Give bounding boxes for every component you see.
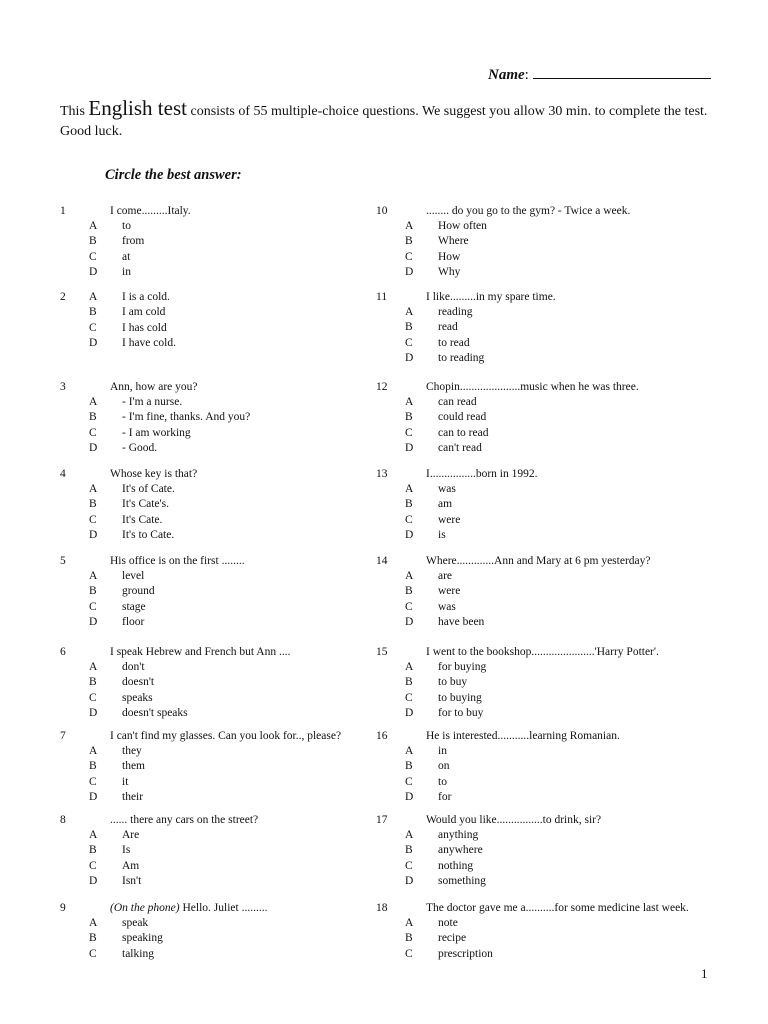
option-b[interactable] [376, 675, 716, 690]
option-text: anywhere [438, 844, 483, 857]
intro-lead: This [60, 104, 85, 119]
question-number: 13 [376, 468, 388, 480]
question-18 [376, 901, 726, 981]
option-a[interactable] [376, 744, 716, 759]
option-letter: A [405, 829, 414, 841]
option-letter: A [89, 661, 98, 673]
option-a[interactable] [376, 828, 716, 843]
option-letter: B [405, 585, 413, 598]
option-letter: A [89, 483, 98, 495]
option-letter: D [89, 265, 98, 278]
option-text: to [438, 775, 447, 788]
option-c[interactable] [376, 775, 716, 790]
option-text: can't read [438, 441, 482, 454]
option-text: from [122, 235, 145, 248]
option-letter: A [405, 570, 414, 582]
question-text [110, 813, 258, 827]
option-letter: A [89, 396, 98, 408]
question-number: 10 [376, 205, 388, 217]
option-text: at [122, 250, 131, 263]
option-text: floor [122, 615, 145, 628]
option-text: talking [122, 947, 154, 960]
option-text: It's Cate. [122, 513, 163, 526]
option-text: - Good. [122, 441, 158, 454]
question-text-body: I can't find my glasses. Can you look for.., please? [110, 730, 342, 742]
option-text: prescription [438, 947, 493, 960]
option-text: are [438, 570, 453, 582]
option-d[interactable] [376, 874, 716, 889]
name-colon: : [524, 67, 529, 83]
option-c[interactable] [376, 600, 716, 615]
option-d[interactable] [60, 336, 400, 351]
option-text: It's Cate's. [122, 498, 169, 511]
option-letter: A [405, 745, 414, 757]
option-text: I is a cold. [122, 291, 170, 303]
option-letter: B [405, 844, 413, 857]
option-b[interactable] [60, 497, 400, 512]
name-input-line[interactable] [533, 64, 711, 79]
option-c[interactable] [60, 426, 400, 441]
question-text-body: Hello. Juliet ......... [179, 902, 268, 914]
question-8 [60, 813, 410, 893]
option-letter: D [405, 441, 414, 454]
question-9 [60, 901, 410, 981]
option-letter: C [89, 321, 97, 334]
question-16 [376, 729, 726, 809]
option-letter: D [89, 336, 98, 349]
option-c[interactable] [376, 513, 716, 528]
option-b[interactable] [60, 584, 400, 599]
option-letter: A [405, 483, 414, 495]
option-text: Isn't [122, 874, 142, 887]
option-letter: C [405, 426, 413, 439]
option-d[interactable] [376, 790, 716, 805]
option-a[interactable] [60, 660, 400, 675]
option-letter: C [405, 336, 413, 349]
option-text: to [122, 220, 131, 232]
option-text: in [122, 265, 131, 278]
option-letter: B [405, 235, 413, 248]
question-text-body: Whose key is that? [110, 468, 198, 480]
option-letter: B [89, 235, 97, 248]
option-letter: C [89, 859, 97, 872]
option-b[interactable] [60, 843, 400, 858]
question-text [426, 204, 630, 218]
option-text: anything [438, 829, 479, 841]
option-letter: C [89, 691, 97, 704]
option-letter: A [89, 917, 98, 929]
option-b[interactable] [376, 843, 716, 858]
option-letter: C [89, 947, 97, 960]
option-a[interactable] [376, 305, 716, 320]
question-text-body: I like.........in my spare time. [426, 291, 556, 303]
option-a[interactable] [60, 395, 400, 410]
question-text-body: I................born in 1992. [426, 468, 538, 480]
option-letter: D [89, 441, 98, 454]
question-text [426, 901, 689, 915]
option-text: their [122, 790, 144, 803]
option-text: for [438, 790, 452, 803]
option-letter: C [405, 513, 413, 526]
option-text: can to read [438, 426, 489, 439]
question-10 [376, 204, 726, 284]
question-1 [60, 204, 410, 284]
option-letter: D [405, 874, 414, 887]
option-letter: C [405, 250, 413, 263]
question-12 [376, 380, 726, 460]
question-text [110, 204, 191, 218]
option-text: speak [122, 917, 149, 929]
option-c[interactable] [60, 600, 400, 615]
question-17 [376, 813, 726, 893]
question-text [110, 645, 290, 659]
option-a[interactable] [60, 219, 400, 234]
question-text [426, 645, 659, 659]
option-letter: D [405, 351, 414, 364]
question-number: 1 [60, 205, 66, 217]
question-text [110, 901, 267, 915]
option-letter: B [89, 932, 97, 945]
question-number: 4 [60, 468, 66, 480]
question-text-italic: (On the phone) [110, 902, 180, 914]
option-c[interactable] [376, 426, 716, 441]
question-text [426, 554, 651, 568]
option-letter: D [89, 874, 98, 887]
option-text: read [438, 321, 458, 334]
option-text: have been [438, 615, 485, 628]
question-text-body: I speak Hebrew and French but Ann .... [110, 646, 291, 658]
option-letter: B [89, 585, 97, 598]
option-text: speaking [122, 932, 163, 945]
option-letter: C [89, 250, 97, 263]
option-d[interactable] [376, 615, 716, 630]
option-text: level [122, 570, 145, 582]
question-text [110, 554, 245, 568]
option-text: Where [438, 235, 469, 248]
option-c[interactable] [60, 513, 400, 528]
question-text-body: Chopin.....................music when he was three. [426, 381, 639, 393]
option-a[interactable] [60, 290, 400, 305]
option-letter: B [89, 844, 97, 857]
option-text: Is [122, 844, 131, 857]
option-b[interactable] [60, 675, 400, 690]
option-letter: C [405, 600, 413, 613]
option-a[interactable] [376, 482, 716, 497]
question-number: 5 [60, 555, 66, 567]
question-number: 14 [376, 555, 388, 567]
option-b[interactable] [376, 410, 716, 425]
option-c[interactable] [60, 859, 400, 874]
option-letter: B [405, 760, 413, 773]
option-letter: C [89, 513, 97, 526]
option-letter: B [89, 676, 97, 689]
question-6 [60, 645, 410, 725]
option-letter: A [405, 306, 414, 318]
intro-rest: consists of 55 multiple-choice questions. We suggest you allow 30 min. to complete the test. Good luck. [60, 104, 708, 139]
option-letter: D [405, 528, 414, 541]
question-number: 12 [376, 381, 388, 393]
option-letter: D [89, 528, 98, 541]
question-4 [60, 467, 410, 547]
question-number: 17 [376, 814, 388, 826]
question-2 [60, 290, 410, 370]
option-letter: D [405, 706, 414, 719]
option-a[interactable] [376, 660, 716, 675]
option-text: How often [438, 220, 487, 232]
option-letter: A [89, 570, 98, 582]
option-letter: B [405, 498, 413, 511]
option-letter: B [89, 411, 97, 424]
question-text-body: Would you like................to drink, sir? [426, 814, 602, 826]
option-text: in [438, 745, 447, 757]
option-a[interactable] [376, 219, 716, 234]
option-text: It's to Cate. [122, 528, 175, 541]
option-letter: D [405, 790, 414, 803]
question-text-body: I went to the bookshop......................'Harry Potter'. [426, 646, 659, 658]
option-text: it [122, 775, 129, 788]
option-letter: A [89, 291, 98, 303]
option-text: they [122, 745, 142, 757]
option-d[interactable] [60, 441, 400, 456]
page-number: 1 [701, 966, 708, 981]
option-text: is [438, 528, 446, 541]
option-c[interactable] [376, 859, 716, 874]
option-letter: C [89, 775, 97, 788]
option-d[interactable] [60, 615, 400, 630]
question-13 [376, 467, 726, 547]
question-text-body: ...... there any cars on the street? [110, 814, 259, 826]
option-text: to buy [438, 676, 468, 689]
option-letter: C [405, 859, 413, 872]
option-letter: C [405, 691, 413, 704]
option-text: doesn't speaks [122, 706, 188, 719]
option-text: for to buy [438, 706, 484, 719]
question-text-body: Ann, how are you? [110, 381, 198, 393]
option-a[interactable] [376, 916, 716, 931]
option-text: stage [122, 600, 146, 613]
option-letter: A [405, 220, 414, 232]
option-text: doesn't [122, 676, 155, 689]
option-a[interactable] [60, 482, 400, 497]
option-letter: A [89, 829, 98, 841]
option-text: Why [438, 265, 461, 278]
option-a[interactable] [376, 569, 716, 584]
option-letter: C [89, 426, 97, 439]
name-field-row [488, 64, 711, 84]
option-text: How [438, 250, 461, 263]
option-letter: B [405, 932, 413, 945]
option-text: speaks [122, 691, 153, 704]
option-b[interactable] [376, 931, 716, 946]
option-letter: D [89, 790, 98, 803]
question-text [426, 467, 537, 481]
option-text: Am [122, 859, 140, 872]
question-11 [376, 290, 726, 370]
option-text: were [438, 513, 461, 526]
option-b[interactable] [376, 759, 716, 774]
option-b[interactable] [60, 410, 400, 425]
option-text: - I'm a nurse. [122, 396, 183, 408]
option-text: I am cold [122, 306, 166, 319]
question-3 [60, 380, 410, 460]
option-d[interactable] [376, 265, 716, 280]
option-c[interactable] [376, 250, 716, 265]
option-text: something [438, 874, 486, 887]
question-5 [60, 554, 410, 634]
option-letter: D [405, 615, 414, 628]
option-text: to read [438, 336, 470, 349]
option-b[interactable] [60, 931, 400, 946]
option-text: don't [122, 661, 145, 673]
option-text: It's of Cate. [122, 483, 175, 495]
option-letter: A [405, 396, 414, 408]
option-text: was [438, 600, 456, 613]
option-letter: D [405, 265, 414, 278]
option-text: on [438, 760, 450, 773]
intro-paragraph [60, 98, 720, 142]
question-text-body: His office is on the first ........ [110, 555, 245, 567]
question-number: 18 [376, 902, 388, 914]
option-text: was [438, 483, 456, 495]
option-letter: B [89, 760, 97, 773]
option-letter: A [405, 661, 414, 673]
option-text: am [438, 498, 453, 511]
option-a[interactable] [60, 744, 400, 759]
option-c[interactable] [60, 321, 400, 336]
question-text-body: The doctor gave me a..........for some medicine last week. [426, 902, 689, 914]
question-15 [376, 645, 726, 725]
question-text-body: Where.............Ann and Mary at 6 pm yesterday? [426, 555, 651, 567]
option-b[interactable] [376, 234, 716, 249]
option-d[interactable] [376, 351, 716, 366]
question-number: 3 [60, 381, 66, 393]
option-c[interactable] [376, 947, 716, 962]
option-letter: B [405, 321, 413, 334]
option-c[interactable] [60, 250, 400, 265]
option-text: nothing [438, 859, 474, 872]
option-text: - I'm fine, thanks. And you? [122, 411, 251, 424]
question-text-body: I come.........Italy. [110, 205, 191, 217]
question-text [110, 467, 197, 481]
question-14 [376, 554, 726, 634]
option-letter: B [405, 411, 413, 424]
option-text: reading [438, 306, 473, 318]
option-d[interactable] [376, 441, 716, 456]
intro-title: English test [88, 96, 187, 120]
question-number: 9 [60, 902, 66, 914]
question-text [426, 380, 639, 394]
option-text: for buying [438, 661, 487, 673]
option-letter: B [89, 306, 97, 319]
option-text: I have cold. [122, 336, 176, 349]
option-b[interactable] [60, 759, 400, 774]
question-text-body: ........ do you go to the gym? - Twice a week. [426, 205, 631, 217]
option-b[interactable] [376, 497, 716, 512]
question-number: 11 [376, 291, 388, 303]
option-d[interactable] [376, 706, 716, 721]
option-text: to buying [438, 691, 482, 704]
option-text: to reading [438, 351, 485, 364]
option-letter: B [89, 498, 97, 511]
option-d[interactable] [60, 528, 400, 543]
instruction-heading: Circle the best answer: [105, 167, 242, 183]
option-b[interactable] [376, 320, 716, 335]
question-text [426, 290, 556, 304]
option-d[interactable] [60, 706, 400, 721]
option-d[interactable] [60, 874, 400, 889]
question-number: 2 [60, 291, 66, 303]
option-b[interactable] [60, 305, 400, 320]
option-letter: A [89, 745, 98, 757]
option-letter: C [405, 947, 413, 960]
option-text: Are [122, 829, 140, 841]
question-text [426, 729, 620, 743]
question-number: 16 [376, 730, 388, 742]
question-text [110, 380, 198, 394]
option-text: can read [438, 396, 477, 408]
option-text: recipe [438, 932, 467, 945]
option-letter: A [89, 220, 98, 232]
option-letter: C [89, 600, 97, 613]
option-d[interactable] [60, 790, 400, 805]
question-7 [60, 729, 410, 809]
option-text: note [438, 917, 458, 929]
question-number: 7 [60, 730, 66, 742]
option-letter: D [89, 706, 98, 719]
question-number: 15 [376, 646, 388, 658]
option-letter: C [405, 775, 413, 788]
option-c[interactable] [376, 691, 716, 706]
option-d[interactable] [376, 528, 716, 543]
option-text: ground [122, 585, 155, 598]
option-b[interactable] [376, 584, 716, 599]
option-letter: B [405, 676, 413, 689]
question-number: 8 [60, 814, 66, 826]
option-c[interactable] [60, 691, 400, 706]
option-text: I has cold [122, 321, 167, 334]
option-c[interactable] [60, 947, 400, 962]
option-b[interactable] [60, 234, 400, 249]
option-a[interactable] [60, 916, 400, 931]
question-text-body: He is interested...........learning Romanian. [426, 730, 620, 742]
question-text [426, 813, 601, 827]
option-letter: D [89, 615, 98, 628]
option-text: could read [438, 411, 487, 424]
name-label: Name [488, 67, 525, 83]
option-text: - I am working [122, 426, 191, 439]
question-number: 6 [60, 646, 66, 658]
option-c[interactable] [60, 775, 400, 790]
option-text: them [122, 760, 145, 773]
option-c[interactable] [376, 336, 716, 351]
option-letter: A [405, 917, 414, 929]
option-text: were [438, 585, 461, 598]
option-a[interactable] [60, 569, 400, 584]
option-d[interactable] [60, 265, 400, 280]
option-a[interactable] [60, 828, 400, 843]
question-text [110, 729, 341, 743]
option-a[interactable] [376, 395, 716, 410]
